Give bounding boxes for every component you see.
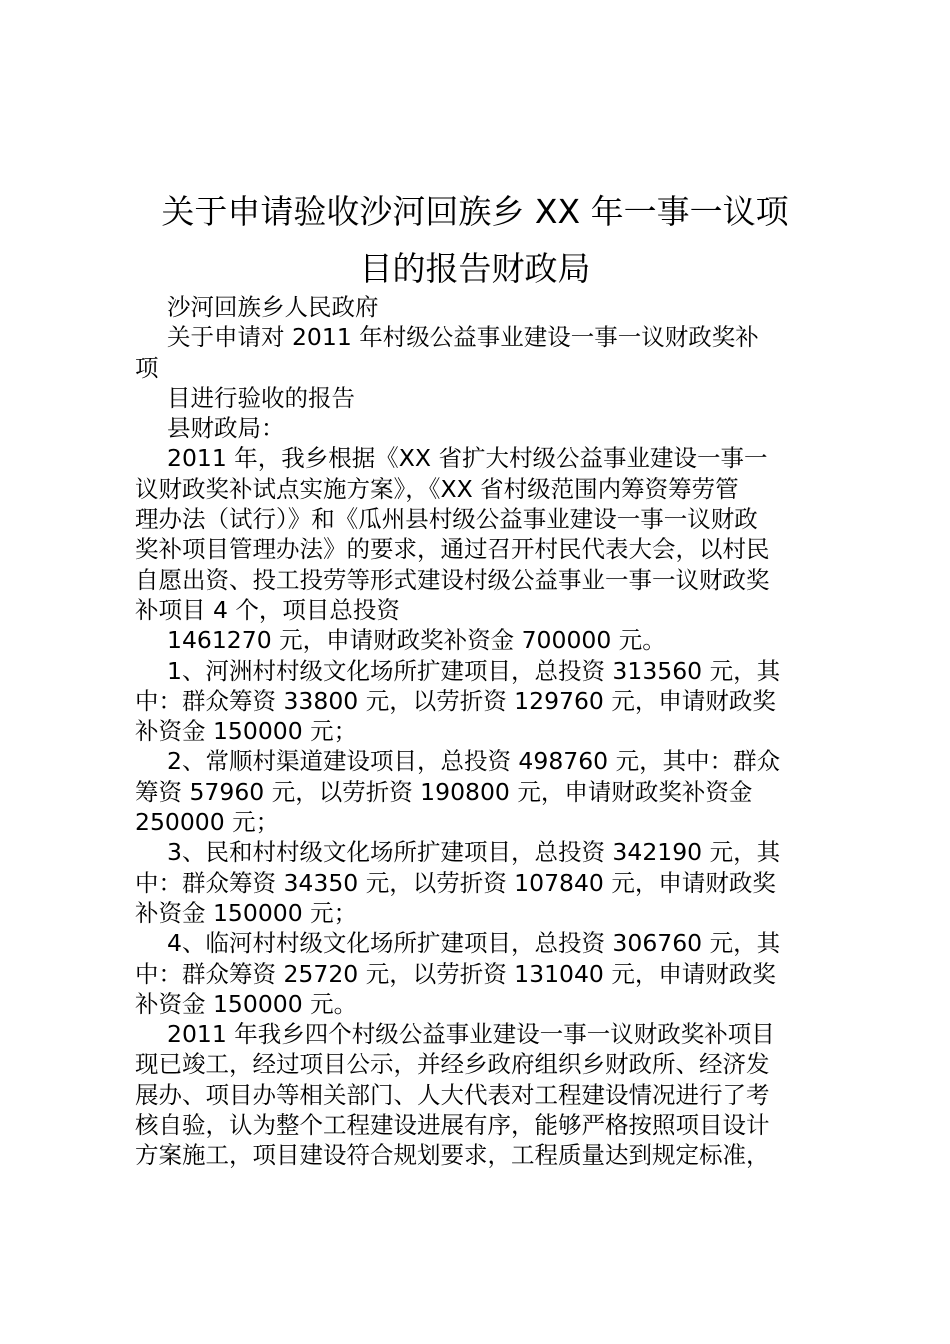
body-line: 中：群众筹资 34350 元，以劳折资 107840 元，申请财政奖 — [135, 868, 776, 897]
title-line: 目的报告财政局 — [359, 249, 591, 288]
body-line: 县财政局： — [167, 414, 285, 443]
body-line: 方案施工，项目建设符合规划要求，工程质量达到规定标准， — [135, 1141, 770, 1170]
body-line: 理办法（试行）》和《瓜州县村级公益事业建设一事一议财政 — [135, 505, 758, 534]
body-line: 项 — [135, 353, 159, 382]
body-line: 4、临河村村级文化场所扩建项目，总投资 306760 元，其 — [167, 929, 781, 958]
body-line: 关于申请对 2011 年村级公益事业建设一事一议财政奖补 — [167, 323, 759, 352]
body-line: 250000 元； — [135, 808, 280, 837]
document-title — [120, 183, 830, 297]
body-line: 现已竣工，经过项目公示，并经乡政府组织乡财政所、经济发 — [135, 1050, 770, 1079]
body-line: 3、民和村村级文化场所扩建项目，总投资 342190 元，其 — [167, 838, 781, 867]
body-line: 补项目 4 个，项目总投资 — [135, 595, 400, 624]
body-line: 核自验，认为整个工程建设进展有序，能够严格按照项目设计 — [135, 1111, 770, 1140]
body-line: 议财政奖补试点实施方案》，《XX 省村级范围内筹资筹劳管 — [135, 474, 739, 503]
body-line: 2、常顺村渠道建设项目，总投资 498760 元，其中：群众 — [167, 747, 781, 776]
body-line: 中：群众筹资 33800 元，以劳折资 129760 元，申请财政奖 — [135, 686, 776, 715]
body-line: 自愿出资、投工投劳等形式建设村级公益事业一事一议财政奖 — [135, 565, 770, 594]
body-line: 2011 年，我乡根据《XX 省扩大村级公益事业建设一事一 — [167, 444, 768, 473]
body-line: 补资金 150000 元； — [135, 898, 358, 927]
body-line: 1461270 元，申请财政奖补资金 700000 元。 — [167, 626, 666, 655]
body-line: 补资金 150000 元。 — [135, 989, 358, 1018]
body-line: 2011 年我乡四个村级公益事业建设一事一议财政奖补项目 — [167, 1020, 775, 1049]
body-line: 1、河洲村村级文化场所扩建项目，总投资 313560 元，其 — [167, 656, 781, 685]
body-line: 沙河回族乡人民政府 — [167, 293, 379, 321]
body-line: 奖补项目管理办法》的要求，通过召开村民代表大会，以村民 — [135, 535, 770, 564]
title-line: 关于申请验收沙河回族乡 XX 年一事一议项 — [161, 192, 789, 231]
body-line: 补资金 150000 元； — [135, 717, 358, 746]
body-line: 展办、项目办等相关部门、人大代表对工程建设情况进行了考 — [135, 1080, 770, 1109]
body-line: 筹资 57960 元，以劳折资 190800 元，申请财政奖补资金 — [135, 777, 753, 806]
body-line: 中：群众筹资 25720 元，以劳折资 131040 元，申请财政奖 — [135, 959, 776, 988]
document-body — [135, 292, 835, 1171]
body-line: 目进行验收的报告 — [167, 383, 355, 412]
